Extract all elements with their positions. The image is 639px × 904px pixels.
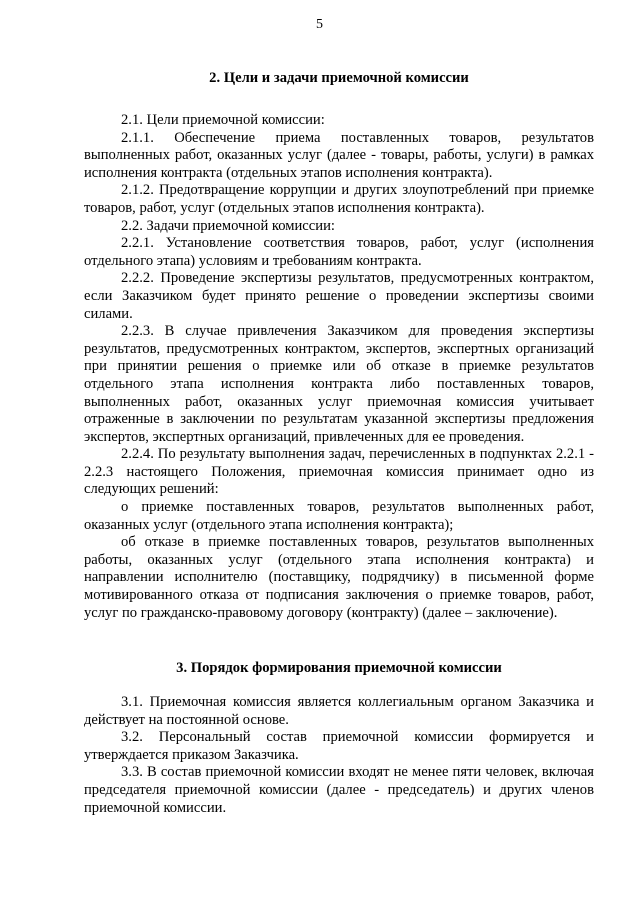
section-2-body [84, 112, 594, 622]
paragraph: 3.3. В состав приемочной комиссии входят не менее пяти человек, включая председателя приемочной комиссии (далее - председатель) и других членов приемочной комиссии. [84, 764, 594, 816]
section-3-body [84, 694, 594, 817]
section-2-heading: 2. Цели и задачи приемочной комиссии [209, 70, 469, 86]
paragraph: 3.1. Приемочная комиссия является коллегиальным органом Заказчика и действует на постоянной основе. [84, 694, 594, 728]
paragraph: 2.2. Задачи приемочной комиссии: [121, 217, 335, 234]
paragraph: 2.1. Цели приемочной комиссии: [121, 112, 325, 128]
page-number: 5 [316, 17, 323, 32]
paragraph: 2.1.2. Предотвращение коррупции и других злоупотреблений при приемке товаров, работ, услуг (отдельных этапов исполнения контракта). [84, 182, 594, 216]
paragraph: 2.2.4. По результату выполнения задач, перечисленных в подпунктах 2.2.1 - 2.2.3 настоящего Положения, приемочная комиссия принимает одно из следующих решений: [84, 446, 594, 498]
paragraph: о приемке поставленных товаров, результатов выполненных работ, оказанных услуг (отдельного этапа исполнения контракта); [84, 499, 594, 533]
paragraph: 2.2.1. Установление соответствия товаров, работ, услуг (исполнения отдельного этапа) условиям и требованиям контракта. [84, 235, 594, 269]
paragraph: 2.2.3. В случае привлечения Заказчиком для проведения экспертизы результатов, предусмотренных контрактом, экспертов, экспертных организаций при принятии решения о приемке или об отказе в приемке результатов отдельного этапа исполнения контракта либо поставленных товаров, выполненных работ, оказанных услуг приемочная комиссия учитывает отраженные в заключении по результатам указанной экспертизы предложения экспертов, экспертных организаций, привлеченных для ее проведения. [84, 323, 594, 445]
section-3-heading: 3. Порядок формирования приемочной комиссии [176, 660, 502, 676]
paragraph: 2.2.2. Проведение экспертизы результатов, предусмотренных контрактом, если Заказчиком будет принято решение о проведении экспертизы своими силами. [84, 270, 594, 322]
paragraph: об отказе в приемке поставленных товаров, результатов выполненных работы, оказанных услуг (отдельного этапа исполнения контракта) и направлении исполнителю (поставщику, подрядчику) в письменной форме мотивированного отказа от подписания заключения о приемке товаров, работ, услуг по гражданско-правовому договору (контракту) (далее – заключение). [84, 534, 594, 621]
paragraph: 3.2. Персональный состав приемочной комиссии формируется и утверждается приказом Заказчика. [84, 729, 594, 763]
paragraph: 2.1.1. Обеспечение приема поставленных товаров, результатов выполненных работ, оказанных услуг (далее - товары, работы, услуги) в рамках исполнения контракта (отдельных этапов исполнения контракта). [84, 129, 594, 181]
